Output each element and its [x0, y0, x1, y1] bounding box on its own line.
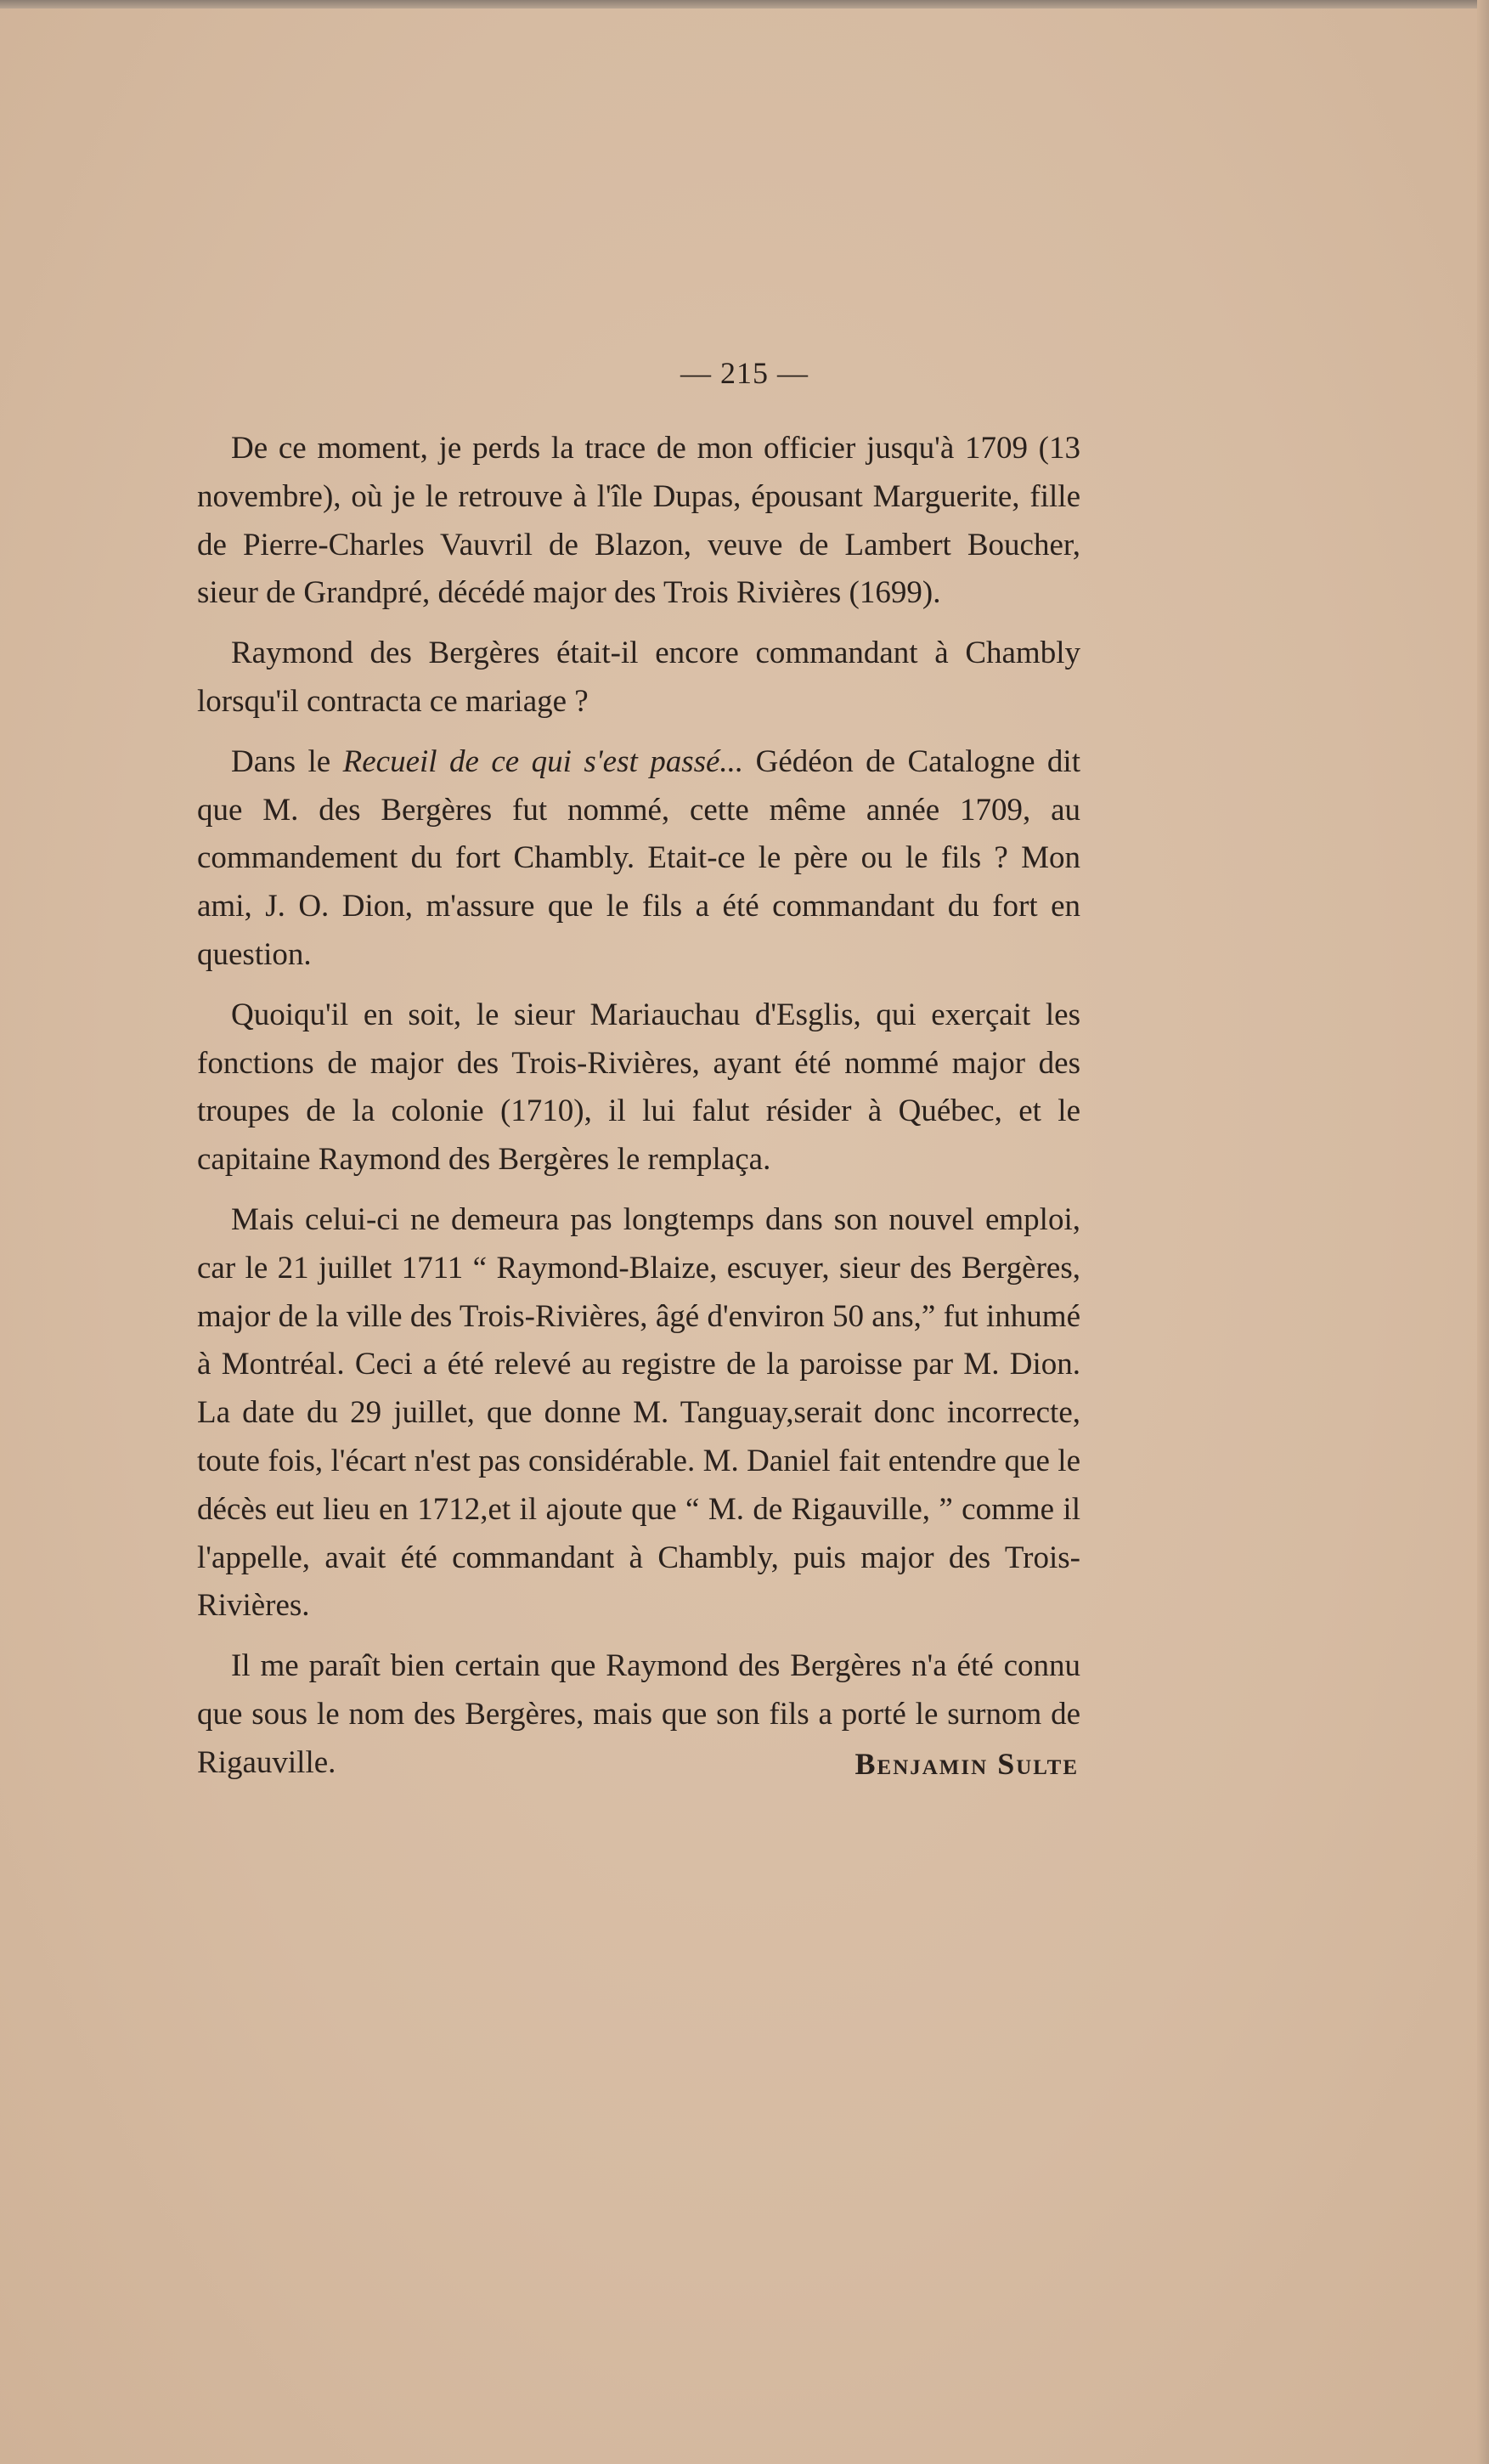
page-top-edge — [0, 0, 1489, 8]
paragraph-5: Mais celui-ci ne demeura pas longtemps dans son nouvel emploi, car le 21 juillet 1711 “ Raymond-Blaize, escuyer, sieur des Bergères, major de la ville des Trois-Rivières, âgé d'environ 50 ans,” fut inhumé à Montréal. Ceci a été relevé au registre de la paroisse par M. Dion. La date du 29 juillet, que donne M. Tanguay,serait donc incorrecte, toute fois, l'écart n'est pas considérable. M. Daniel fait entendre que le décès eut lieu en 1712,et il ajoute que “ M. de Rigauville, ” comme il l'appelle, avait été commandant à Chambly, puis major des Trois-Rivières. — [197, 1201, 1080, 1624]
paragraph-2: Raymond des Bergères était-il encore commandant à Chambly lorsqu'il contracta ce mariage ? — [197, 636, 1080, 719]
paragraph-1: De ce moment, je perds la trace de mon officier jusqu'à 1709 (13 novembre), où je le retrouve à l'île Dupas, épousant Marguerite, fille de Pierre-Charles Vauvril de Blazon, veuve de Lambert Boucher, sieur de Grandpré, décédé major des Trois Rivières (1699). — [197, 431, 1080, 611]
paragraph-6: Il me paraît bien certain que Raymond des Bergères n'a été connu que sous le nom des Bergères, mais que son fils a porté le surnom de Rigauville. — [197, 1648, 1080, 1780]
paragraph-3-lead: Dans le — [231, 743, 343, 779]
paragraph-4: Quoiqu'il en soit, le sieur Mariauchau d'Esglis, qui exerçait les fonctions de major des Trois-Rivières, ayant été nommé major des troupes de la colonie (1710), il lui falut résider à Québec, et le capitaine Raymond des Bergères le remplaça. — [197, 997, 1080, 1178]
book-title-italic: Recueil de ce qui s'est passé... — [342, 743, 744, 779]
author-signature: Benjamin Sulte — [854, 1747, 1079, 1781]
body-text — [197, 425, 1080, 1800]
page-number: — 215 — — [680, 356, 809, 390]
paragraph-3-rest: Gédéon de Catalogne dit que M. des Bergères fut nommé, cette même année 1709, au commandement du fort Chambly. Etait-ce le père ou le fils ? Mon ami, J. O. Dion, m'assure que le fils a été commandant du fort en question. — [197, 743, 1080, 972]
paragraph-3 — [197, 738, 1080, 980]
